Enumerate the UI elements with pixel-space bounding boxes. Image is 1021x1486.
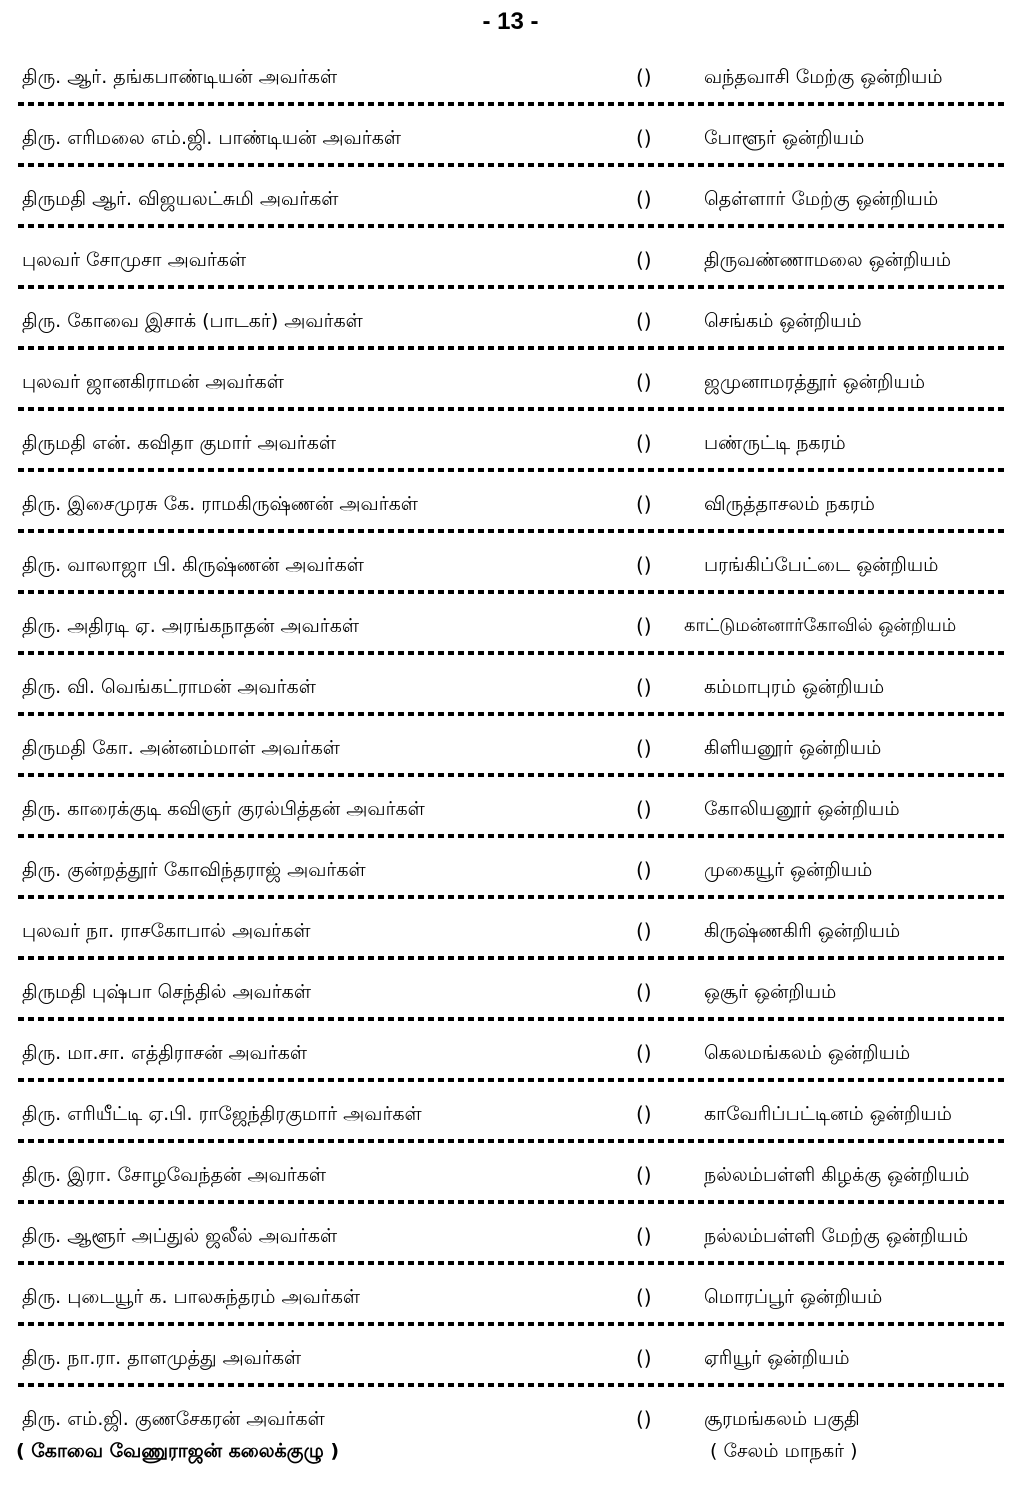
place-name: தெள்ளார் மேற்கு ஒன்றியம் <box>704 188 939 210</box>
person-name: திரு. இரா. சோழவேந்தன் அவர்கள் <box>22 1164 327 1186</box>
dashed-divider <box>18 346 1004 350</box>
person-name: திரு. குன்றத்தூர் கோவிந்தராஜ் அவர்கள் <box>22 859 366 881</box>
person-name: திரு. புடையூர் க. பாலசுந்தரம் அவர்கள் <box>22 1286 360 1308</box>
dashed-divider <box>18 1017 1004 1021</box>
list-item <box>0 729 1021 790</box>
place-name: காவேரிப்பட்டினம் ஒன்றியம் <box>704 1103 952 1125</box>
place-name: செங்கம் ஒன்றியம் <box>704 310 862 332</box>
person-name: திருமதி என். கவிதா குமார் அவர்கள் <box>22 432 336 454</box>
person-name: திரு. நா.ரா. தாளமுத்து அவர்கள் <box>22 1347 302 1369</box>
separator-mark: () <box>636 553 652 577</box>
list-item <box>0 546 1021 607</box>
dashed-divider <box>18 285 1004 289</box>
place-name: கெலமங்கலம் ஒன்றியம் <box>704 1042 911 1064</box>
list-item <box>0 973 1021 1034</box>
list-item <box>0 1278 1021 1339</box>
person-name: புலவர் சோமுசா அவர்கள் <box>22 249 247 271</box>
separator-mark: () <box>636 614 652 638</box>
dashed-divider <box>18 224 1004 228</box>
list-item <box>0 58 1021 119</box>
person-name: புலவர் ஜானகிராமன் அவர்கள் <box>22 371 284 393</box>
place-name: பண்ருட்டி நகரம் <box>704 432 846 454</box>
separator-mark: () <box>636 248 652 272</box>
assignment-list <box>0 58 1021 1470</box>
person-name: திரு. எரிமலை எம்.ஜி. பாண்டியன் அவர்கள் <box>22 127 402 149</box>
person-name: திரு. மா.சா. எத்திராசன் அவர்கள் <box>22 1042 308 1064</box>
dashed-divider <box>18 651 1004 655</box>
list-item <box>0 1400 1021 1470</box>
separator-mark: () <box>636 1041 652 1065</box>
dashed-divider <box>18 163 1004 167</box>
dashed-divider <box>18 407 1004 411</box>
place-name: கிளியனூர் ஒன்றியம் <box>704 737 882 759</box>
dashed-divider <box>18 1078 1004 1082</box>
person-name: திரு. கோவை இசாக் (பாடகர்) அவர்கள் <box>22 310 363 332</box>
person-name: திரு. வி. வெங்கட்ராமன் அவர்கள் <box>22 676 316 698</box>
page-number: - 13 - <box>482 8 539 35</box>
dashed-divider <box>18 712 1004 716</box>
place-name: நல்லம்பள்ளி கிழக்கு ஒன்றியம் <box>704 1164 970 1186</box>
dashed-divider <box>18 590 1004 594</box>
list-item <box>0 180 1021 241</box>
list-item <box>0 302 1021 363</box>
separator-mark: () <box>636 1407 652 1431</box>
place-name: விருத்தாசலம் நகரம் <box>704 493 875 515</box>
place-name: ஏரியூர் ஒன்றியம் <box>704 1347 850 1369</box>
list-item <box>0 1095 1021 1156</box>
person-name: திரு. அதிரடி ஏ. அரங்கநாதன் அவர்கள் <box>22 615 359 637</box>
person-name: திருமதி ஆர். விஜயலட்சுமி அவர்கள் <box>22 188 339 210</box>
separator-mark: () <box>636 736 652 760</box>
troupe-note: ( கோவை வேணுராஜன் கலைக்குழு ) <box>16 1440 340 1462</box>
place-name: சூரமங்கலம் பகுதி <box>704 1408 860 1430</box>
separator-mark: () <box>636 187 652 211</box>
list-item <box>0 363 1021 424</box>
separator-mark: () <box>636 675 652 699</box>
separator-mark: () <box>636 370 652 394</box>
separator-mark: () <box>636 858 652 882</box>
person-name: திரு. ஆர். தங்கபாண்டியன் அவர்கள் <box>22 66 338 88</box>
place-name: கிருஷ்ணகிரி ஒன்றியம் <box>704 920 901 942</box>
separator-mark: () <box>636 492 652 516</box>
list-item <box>0 241 1021 302</box>
person-name: திருமதி புஷ்பா செந்தில் அவர்கள் <box>22 981 311 1003</box>
person-name: திரு. காரைக்குடி கவிஞர் குரல்பித்தன் அவர்கள் <box>22 798 425 820</box>
person-name: திரு. எம்.ஜி. குணசேகரன் அவர்கள் <box>22 1408 325 1430</box>
place-name: வந்தவாசி மேற்கு ஒன்றியம் <box>704 66 943 88</box>
list-item <box>0 607 1021 668</box>
person-name: திரு. எரியீட்டி ஏ.பி. ராஜேந்திரகுமார் அவர்கள் <box>22 1103 422 1125</box>
list-item <box>0 485 1021 546</box>
person-name: திரு. இசைமுரசு கே. ராமகிருஷ்ணன் அவர்கள் <box>22 493 418 515</box>
dashed-divider <box>18 468 1004 472</box>
dashed-divider <box>18 1383 1004 1387</box>
list-item <box>0 1034 1021 1095</box>
dashed-divider <box>18 529 1004 533</box>
list-item <box>0 1156 1021 1217</box>
dashed-divider <box>18 773 1004 777</box>
place-name: முகையூர் ஒன்றியம் <box>704 859 873 881</box>
separator-mark: () <box>636 980 652 1004</box>
separator-mark: () <box>636 309 652 333</box>
list-item <box>0 424 1021 485</box>
place-name: கம்மாபுரம் ஒன்றியம் <box>704 676 885 698</box>
separator-mark: () <box>636 919 652 943</box>
person-name: புலவர் நா. ராசகோபால் அவர்கள் <box>22 920 311 942</box>
separator-mark: () <box>636 65 652 89</box>
dashed-divider <box>18 895 1004 899</box>
separator-mark: () <box>636 431 652 455</box>
place-name: காட்டுமன்னார்கோவில் ஒன்றியம் <box>684 615 957 636</box>
place-name: நல்லம்பள்ளி மேற்கு ஒன்றியம் <box>704 1225 969 1247</box>
separator-mark: () <box>636 797 652 821</box>
list-item <box>0 790 1021 851</box>
separator-mark: () <box>636 1102 652 1126</box>
list-item <box>0 1217 1021 1278</box>
dashed-divider <box>18 102 1004 106</box>
dashed-divider <box>18 1139 1004 1143</box>
place-name: மொரப்பூர் ஒன்றியம் <box>704 1286 883 1308</box>
list-item <box>0 1339 1021 1400</box>
place-name: ஒசூர் ஒன்றியம் <box>704 981 837 1003</box>
city-note: ( சேலம் மாநகர் ) <box>710 1440 858 1462</box>
place-name: கோலியனூர் ஒன்றியம் <box>704 798 900 820</box>
dashed-divider <box>18 1322 1004 1326</box>
place-name: போளூர் ஒன்றியம் <box>704 127 865 149</box>
person-name: திரு. ஆளூர் அப்துல் ஜலீல் அவர்கள் <box>22 1225 338 1247</box>
dashed-divider <box>18 956 1004 960</box>
list-item <box>0 912 1021 973</box>
list-item <box>0 668 1021 729</box>
separator-mark: () <box>636 126 652 150</box>
person-name: திருமதி கோ. அன்னம்மாள் அவர்கள் <box>22 737 340 759</box>
dashed-divider <box>18 834 1004 838</box>
dashed-divider <box>18 1261 1004 1265</box>
person-name: திரு. வாலாஜா பி. கிருஷ்ணன் அவர்கள் <box>22 554 364 576</box>
separator-mark: () <box>636 1224 652 1248</box>
separator-mark: () <box>636 1346 652 1370</box>
list-item <box>0 119 1021 180</box>
place-name: ஜமுனாமரத்தூர் ஒன்றியம் <box>704 371 926 393</box>
separator-mark: () <box>636 1285 652 1309</box>
dashed-divider <box>18 1200 1004 1204</box>
place-name: பரங்கிப்பேட்டை ஒன்றியம் <box>704 554 939 576</box>
separator-mark: () <box>636 1163 652 1187</box>
list-item <box>0 851 1021 912</box>
place-name: திருவண்ணாமலை ஒன்றியம் <box>704 249 951 271</box>
